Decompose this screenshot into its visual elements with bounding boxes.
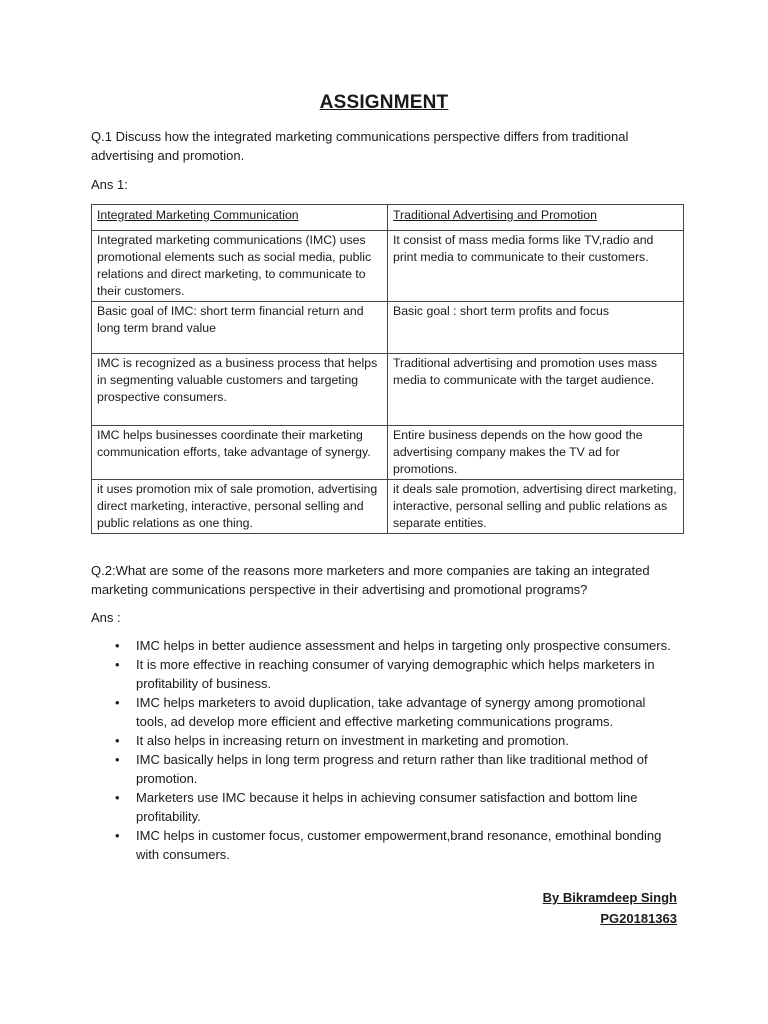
header-traditional: Traditional Advertising and Promotion (388, 205, 684, 231)
bullet-icon: • (115, 790, 120, 805)
list-item (91, 731, 671, 750)
traditional-cell: Basic goal : short term profits and focus (388, 302, 684, 354)
list-item-text: IMC helps in customer focus, customer empowerment,brand resonance, emothinal bonding with consumers. (136, 828, 662, 862)
list-item (91, 693, 671, 731)
traditional-cell: Entire business depends on the how good the advertising company makes the TV ad for promotions. (388, 426, 684, 480)
signature-block (543, 887, 677, 929)
list-item-text: IMC helps in better audience assessment and helps in targeting only prospective consumers. (136, 638, 671, 653)
imc-cell: it uses promotion mix of sale promotion, advertising direct marketing, interactive, personal selling and public relations as one thing. (92, 480, 388, 534)
table-row (92, 426, 684, 480)
bullet-icon: • (115, 695, 120, 710)
student-id: PG20181363 (600, 911, 677, 926)
bullet-icon: • (115, 752, 120, 767)
list-item (91, 788, 671, 826)
imc-cell: Basic goal of IMC: short term financial return and long term brand value (92, 302, 388, 354)
imc-cell: IMC is recognized as a business process that helps in segmenting valuable customers and targeting prospective consumers. (92, 354, 388, 426)
page-title: ASSIGNMENT (319, 92, 449, 113)
table-row (92, 302, 684, 354)
list-item-text: It is more effective in reaching consumer of varying demographic which helps marketers in profitability of business. (136, 657, 655, 691)
list-item (91, 750, 671, 788)
list-item-text: IMC basically helps in long term progress and return rather than like traditional method of promotion. (136, 752, 648, 786)
list-item (91, 826, 671, 864)
answer-1-label: Ans 1: (91, 177, 128, 192)
list-item-text: It also helps in increasing return on investment in marketing and promotion. (136, 733, 569, 748)
question-1: Q.1 Discuss how the integrated marketing communications perspective differs from traditional advertising and promotion. (91, 129, 629, 163)
reasons-list (91, 636, 671, 864)
imc-cell: Integrated marketing communications (IMC) uses promotional elements such as social media, public relations and direct marketing, to communicate to their customers. (92, 231, 388, 302)
list-item (91, 636, 671, 655)
header-imc: Integrated Marketing Communication (92, 205, 388, 231)
table-row (92, 480, 684, 534)
imc-cell: IMC helps businesses coordinate their marketing communication efforts, take advantage of synergy. (92, 426, 388, 480)
traditional-cell: It consist of mass media forms like TV,radio and print media to communicate to their customers. (388, 231, 684, 302)
question-2: Q.2:What are some of the reasons more marketers and more companies are taking an integrated marketing communications perspective in their advertising and promotional programs? (91, 563, 650, 597)
author-name: By Bikramdeep Singh (542, 890, 677, 905)
table-header-row (92, 205, 684, 231)
table-row (92, 354, 684, 426)
traditional-cell: it deals sale promotion, advertising direct marketing, interactive, personal selling and public relations as separate entities. (388, 480, 684, 534)
table-row (92, 231, 684, 302)
bullet-icon: • (115, 733, 120, 748)
traditional-cell: Traditional advertising and promotion uses mass media to communicate with the target audience. (388, 354, 684, 426)
bullet-icon: • (115, 657, 120, 672)
list-item (91, 655, 671, 693)
answer-2-label: Ans : (91, 610, 121, 625)
comparison-table (91, 204, 684, 534)
bullet-icon: • (115, 828, 120, 843)
list-item-text: IMC helps marketers to avoid duplication, take advantage of synergy among promotional tools, ad develop more efficient and effective marketing communications programs. (136, 695, 646, 729)
list-item-text: Marketers use IMC because it helps in achieving consumer satisfaction and bottom line profitability. (136, 790, 638, 824)
bullet-icon: • (115, 638, 120, 653)
